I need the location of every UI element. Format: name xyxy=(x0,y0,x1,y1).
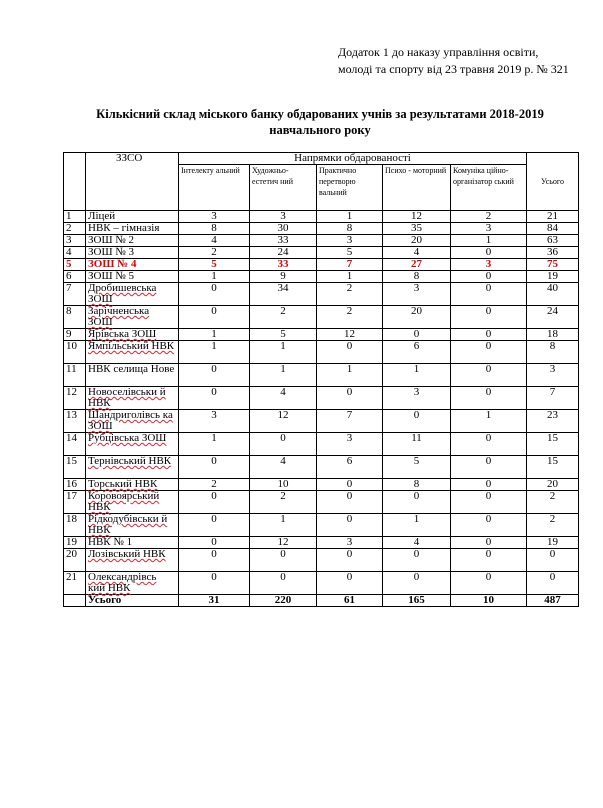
school-name: Дробишевська ЗОШ xyxy=(86,283,179,306)
value-cell: 0 xyxy=(451,491,527,514)
value-cell: 1 xyxy=(179,329,250,341)
value-cell: 1 xyxy=(451,410,527,433)
value-cell: 30 xyxy=(250,223,317,235)
value-cell: 0 xyxy=(383,329,451,341)
header-col-artistic: Художньо-естетич ний xyxy=(250,165,317,211)
value-cell: 4 xyxy=(250,387,317,410)
totals-row xyxy=(64,595,579,607)
school-name: Олександрівсь кий НВК xyxy=(86,572,179,595)
totals-value: 165 xyxy=(383,595,451,607)
value-cell: 0 xyxy=(451,572,527,595)
value-cell: 0 xyxy=(383,549,451,572)
row-number: 11 xyxy=(64,364,86,387)
school-name: Лозівський НВК xyxy=(86,549,179,572)
value-cell: 1 xyxy=(383,514,451,537)
row-number: 9 xyxy=(64,329,86,341)
table-row xyxy=(64,306,579,329)
row-total: 23 xyxy=(527,410,579,433)
table-row xyxy=(64,387,579,410)
table-row xyxy=(64,235,579,247)
annex-line-1: Додаток 1 до наказу управління освіти, xyxy=(338,45,539,59)
row-number: 8 xyxy=(64,306,86,329)
school-name: Шандриголівсь ка ЗОШ xyxy=(86,410,179,433)
row-number: 7 xyxy=(64,283,86,306)
school-name: ЗОШ № 2 xyxy=(86,235,179,247)
row-total: 21 xyxy=(527,211,579,223)
school-name: Ярівська ЗОШ xyxy=(86,329,179,341)
value-cell: 0 xyxy=(179,387,250,410)
value-cell: 4 xyxy=(179,235,250,247)
header-col-practical: Практично перетворю вальний xyxy=(317,165,383,211)
value-cell: 0 xyxy=(179,364,250,387)
school-name: ЗОШ № 4 xyxy=(86,259,179,271)
school-name: НВК селища Нове xyxy=(86,364,179,387)
row-total: 63 xyxy=(527,235,579,247)
value-cell: 33 xyxy=(250,235,317,247)
document-title: Кількісний склад міського банку обдарованих учнів за результатами 2018-2019 навчального року xyxy=(96,107,544,137)
row-total: 15 xyxy=(527,433,579,456)
table-row xyxy=(64,456,579,479)
value-cell: 0 xyxy=(317,514,383,537)
value-cell: 34 xyxy=(250,283,317,306)
value-cell: 0 xyxy=(179,572,250,595)
school-name: Тернівський НВК xyxy=(86,456,179,479)
table-row xyxy=(64,341,579,364)
header-total: Усього xyxy=(527,153,579,211)
header-col-psychomotor: Психо - моторний xyxy=(383,165,451,211)
value-cell: 6 xyxy=(383,341,451,364)
value-cell: 3 xyxy=(317,235,383,247)
value-cell: 0 xyxy=(250,549,317,572)
row-total: 75 xyxy=(527,259,579,271)
value-cell: 0 xyxy=(451,479,527,491)
value-cell: 1 xyxy=(317,271,383,283)
row-total: 8 xyxy=(527,341,579,364)
school-name: Новоселівськи й НВК xyxy=(86,387,179,410)
value-cell: 33 xyxy=(250,259,317,271)
value-cell: 0 xyxy=(317,479,383,491)
value-cell: 8 xyxy=(383,479,451,491)
value-cell: 2 xyxy=(179,247,250,259)
table-row xyxy=(64,479,579,491)
value-cell: 1 xyxy=(250,514,317,537)
row-total: 2 xyxy=(527,514,579,537)
value-cell: 0 xyxy=(250,572,317,595)
value-cell: 12 xyxy=(250,410,317,433)
value-cell: 20 xyxy=(383,235,451,247)
school-name: Рідкодубівськи й НВК xyxy=(86,514,179,537)
row-total: 15 xyxy=(527,456,579,479)
value-cell: 0 xyxy=(383,410,451,433)
value-cell: 0 xyxy=(451,433,527,456)
value-cell: 0 xyxy=(451,306,527,329)
value-cell: 5 xyxy=(250,329,317,341)
value-cell: 1 xyxy=(317,364,383,387)
value-cell: 5 xyxy=(317,247,383,259)
value-cell: 0 xyxy=(451,537,527,549)
value-cell: 0 xyxy=(383,491,451,514)
school-name: Ліцей xyxy=(86,211,179,223)
value-cell: 0 xyxy=(317,572,383,595)
table-row xyxy=(64,491,579,514)
row-number: 15 xyxy=(64,456,86,479)
value-cell: 0 xyxy=(179,549,250,572)
value-cell: 0 xyxy=(451,549,527,572)
table-row xyxy=(64,259,579,271)
totals-value: 220 xyxy=(250,595,317,607)
value-cell: 2 xyxy=(317,306,383,329)
row-total: 24 xyxy=(527,306,579,329)
annex-line-2: молоді та спорту від 23 травня 2019 р. № 321 xyxy=(338,62,569,76)
row-number: 5 xyxy=(64,259,86,271)
value-cell: 3 xyxy=(179,211,250,223)
value-cell: 0 xyxy=(179,514,250,537)
table-row xyxy=(64,329,579,341)
gifted-students-table xyxy=(63,152,579,607)
header-row-1 xyxy=(64,153,579,165)
table-row xyxy=(64,514,579,537)
value-cell: 0 xyxy=(451,341,527,364)
value-cell: 10 xyxy=(250,479,317,491)
row-total: 18 xyxy=(527,329,579,341)
value-cell: 0 xyxy=(317,549,383,572)
value-cell: 1 xyxy=(179,341,250,364)
value-cell: 0 xyxy=(179,456,250,479)
totals-number xyxy=(64,595,86,607)
row-number: 3 xyxy=(64,235,86,247)
row-number: 13 xyxy=(64,410,86,433)
value-cell: 3 xyxy=(383,283,451,306)
school-name: ЗОШ № 5 xyxy=(86,271,179,283)
value-cell: 1 xyxy=(250,341,317,364)
school-name: Ямпільський НВК xyxy=(86,341,179,364)
value-cell: 20 xyxy=(383,306,451,329)
table-row xyxy=(64,537,579,549)
row-number: 6 xyxy=(64,271,86,283)
header-col-communicative: Комуніка ційно-організатор ський xyxy=(451,165,527,211)
value-cell: 27 xyxy=(383,259,451,271)
totals-value: 61 xyxy=(317,595,383,607)
school-name: Коровоярський НВК xyxy=(86,491,179,514)
row-number: 17 xyxy=(64,491,86,514)
row-total: 3 xyxy=(527,364,579,387)
header-directions: Напрямки обдарованості xyxy=(179,153,527,165)
value-cell: 1 xyxy=(179,271,250,283)
value-cell: 3 xyxy=(317,537,383,549)
value-cell: 0 xyxy=(383,572,451,595)
school-name: ЗОШ № 3 xyxy=(86,247,179,259)
row-number: 21 xyxy=(64,572,86,595)
table-row xyxy=(64,364,579,387)
table-row xyxy=(64,549,579,572)
table-row xyxy=(64,433,579,456)
header-number xyxy=(64,153,86,211)
row-total: 19 xyxy=(527,271,579,283)
value-cell: 0 xyxy=(451,456,527,479)
value-cell: 3 xyxy=(451,259,527,271)
value-cell: 3 xyxy=(451,223,527,235)
row-number: 2 xyxy=(64,223,86,235)
annex-note xyxy=(338,44,569,78)
value-cell: 0 xyxy=(179,491,250,514)
value-cell: 0 xyxy=(317,387,383,410)
value-cell: 11 xyxy=(383,433,451,456)
value-cell: 8 xyxy=(179,223,250,235)
value-cell: 0 xyxy=(451,364,527,387)
row-number: 4 xyxy=(64,247,86,259)
school-name: НВК – гімназія xyxy=(86,223,179,235)
value-cell: 6 xyxy=(317,456,383,479)
value-cell: 0 xyxy=(451,283,527,306)
row-total: 40 xyxy=(527,283,579,306)
row-number: 18 xyxy=(64,514,86,537)
table-row xyxy=(64,410,579,433)
value-cell: 0 xyxy=(451,387,527,410)
header-col-intellectual: Інтелекту альний xyxy=(179,165,250,211)
value-cell: 4 xyxy=(383,247,451,259)
value-cell: 0 xyxy=(451,247,527,259)
value-cell: 0 xyxy=(317,491,383,514)
value-cell: 0 xyxy=(451,329,527,341)
value-cell: 7 xyxy=(317,410,383,433)
value-cell: 1 xyxy=(317,211,383,223)
totals-label: Усього xyxy=(86,595,179,607)
row-number: 10 xyxy=(64,341,86,364)
row-total: 2 xyxy=(527,491,579,514)
row-number: 19 xyxy=(64,537,86,549)
value-cell: 1 xyxy=(451,235,527,247)
value-cell: 0 xyxy=(451,514,527,537)
value-cell: 3 xyxy=(179,410,250,433)
value-cell: 8 xyxy=(317,223,383,235)
value-cell: 1 xyxy=(179,433,250,456)
table-row xyxy=(64,211,579,223)
value-cell: 0 xyxy=(317,341,383,364)
value-cell: 12 xyxy=(250,537,317,549)
row-total: 36 xyxy=(527,247,579,259)
school-name: Торський НВК xyxy=(86,479,179,491)
value-cell: 2 xyxy=(250,491,317,514)
value-cell: 1 xyxy=(383,364,451,387)
value-cell: 2 xyxy=(451,211,527,223)
value-cell: 5 xyxy=(179,259,250,271)
header-zzso: ЗЗСО xyxy=(86,153,179,211)
table-row xyxy=(64,283,579,306)
row-number: 14 xyxy=(64,433,86,456)
value-cell: 12 xyxy=(317,329,383,341)
value-cell: 4 xyxy=(250,456,317,479)
value-cell: 2 xyxy=(250,306,317,329)
row-total: 0 xyxy=(527,549,579,572)
value-cell: 0 xyxy=(179,306,250,329)
value-cell: 35 xyxy=(383,223,451,235)
value-cell: 5 xyxy=(383,456,451,479)
row-number: 1 xyxy=(64,211,86,223)
value-cell: 0 xyxy=(179,537,250,549)
row-number: 16 xyxy=(64,479,86,491)
value-cell: 2 xyxy=(317,283,383,306)
value-cell: 24 xyxy=(250,247,317,259)
grand-total: 487 xyxy=(527,595,579,607)
value-cell: 3 xyxy=(250,211,317,223)
table-row xyxy=(64,223,579,235)
school-name: Рубцівська ЗОШ xyxy=(86,433,179,456)
value-cell: 0 xyxy=(451,271,527,283)
value-cell: 12 xyxy=(383,211,451,223)
row-number: 20 xyxy=(64,549,86,572)
value-cell: 3 xyxy=(383,387,451,410)
value-cell: 7 xyxy=(317,259,383,271)
totals-value: 10 xyxy=(451,595,527,607)
row-number: 12 xyxy=(64,387,86,410)
table-row xyxy=(64,247,579,259)
table-row xyxy=(64,572,579,595)
row-total: 0 xyxy=(527,572,579,595)
value-cell: 4 xyxy=(383,537,451,549)
row-total: 19 xyxy=(527,537,579,549)
school-name: Зарічненська ЗОШ xyxy=(86,306,179,329)
table-row xyxy=(64,271,579,283)
value-cell: 3 xyxy=(317,433,383,456)
totals-value: 31 xyxy=(179,595,250,607)
value-cell: 9 xyxy=(250,271,317,283)
value-cell: 0 xyxy=(179,283,250,306)
row-total: 20 xyxy=(527,479,579,491)
row-total: 7 xyxy=(527,387,579,410)
value-cell: 0 xyxy=(250,433,317,456)
school-name: НВК № 1 xyxy=(86,537,179,549)
value-cell: 2 xyxy=(179,479,250,491)
value-cell: 8 xyxy=(383,271,451,283)
value-cell: 1 xyxy=(250,364,317,387)
row-total: 84 xyxy=(527,223,579,235)
